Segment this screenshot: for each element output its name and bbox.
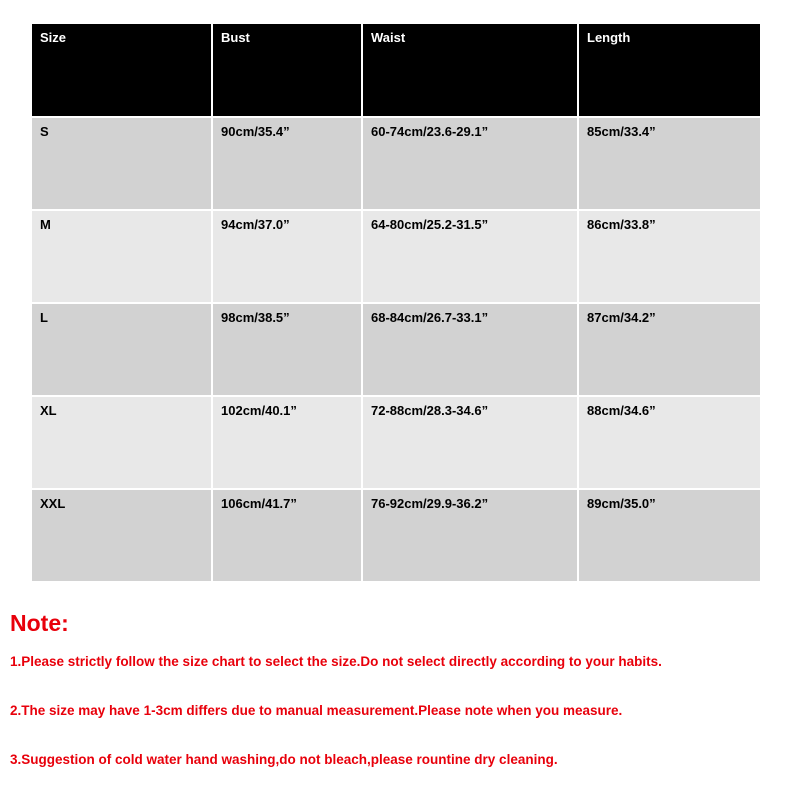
cell-size: S xyxy=(32,118,213,211)
note-title: Note: xyxy=(10,610,69,636)
cell-waist: 60-74cm/23.6-29.1” xyxy=(363,118,579,211)
table-row xyxy=(32,211,760,304)
note-line-washing: 3.Suggestion of cold water hand washing,do not bleach,please rountine dry cleaning. xyxy=(10,752,558,767)
cell-size: M xyxy=(32,211,213,304)
table-row xyxy=(32,397,760,490)
cell-bust: 90cm/35.4” xyxy=(213,118,363,211)
cell-size: XXL xyxy=(32,490,213,583)
header-length: Length xyxy=(579,24,760,118)
cell-size: XL xyxy=(32,397,213,490)
header-bust: Bust xyxy=(213,24,363,118)
cell-length: 85cm/33.4” xyxy=(579,118,760,211)
cell-bust: 98cm/38.5” xyxy=(213,304,363,397)
cell-bust: 94cm/37.0” xyxy=(213,211,363,304)
table-row xyxy=(32,118,760,211)
cell-waist: 68-84cm/26.7-33.1” xyxy=(363,304,579,397)
size-chart-table xyxy=(32,24,760,583)
header-size: Size xyxy=(32,24,213,118)
table-header-row xyxy=(32,24,760,118)
cell-waist: 64-80cm/25.2-31.5” xyxy=(363,211,579,304)
table-row xyxy=(32,490,760,583)
header-waist: Waist xyxy=(363,24,579,118)
cell-length: 88cm/34.6” xyxy=(579,397,760,490)
cell-size: L xyxy=(32,304,213,397)
table-row xyxy=(32,304,760,397)
note-line-sizing: 1.Please strictly follow the size chart to select the size.Do not select directly according to your habits. xyxy=(10,654,662,669)
cell-length: 86cm/33.8” xyxy=(579,211,760,304)
cell-length: 89cm/35.0” xyxy=(579,490,760,583)
cell-waist: 72-88cm/28.3-34.6” xyxy=(363,397,579,490)
note-section xyxy=(10,608,795,799)
cell-bust: 102cm/40.1” xyxy=(213,397,363,490)
note-line-measurement: 2.The size may have 1-3cm differs due to manual measurement.Please note when you measure. xyxy=(10,703,623,718)
cell-waist: 76-92cm/29.9-36.2” xyxy=(363,490,579,583)
cell-bust: 106cm/41.7” xyxy=(213,490,363,583)
cell-length: 87cm/34.2” xyxy=(579,304,760,397)
